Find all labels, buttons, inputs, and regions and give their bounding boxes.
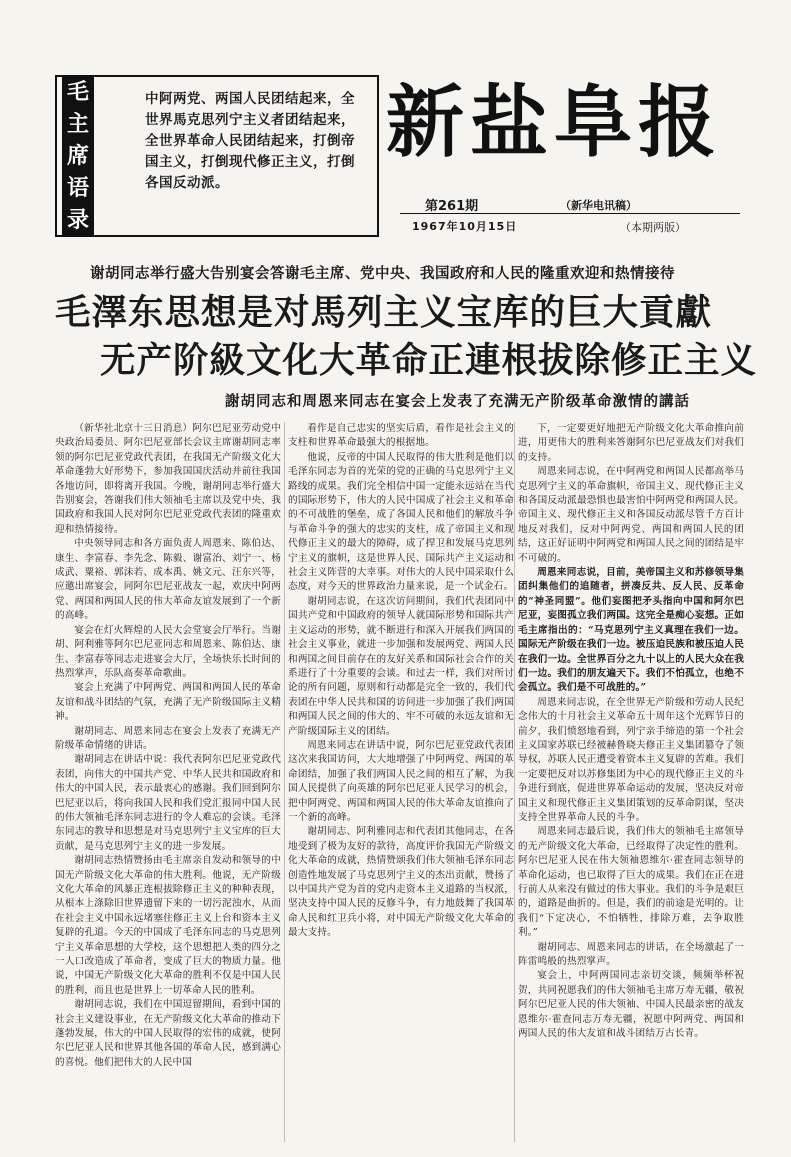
paragraph: 宴会上，中阿两国同志亲切交谈，频频举杯祝贺，共同祝愿我们的伟大领袖毛主席万寿无疆，敬祝阿尔巴尼亚人民的伟大领袖、中国人民最亲密的战友恩维尔·霍查同志万寿无疆，祝愿中阿两党、两国和两国人民的伟大友谊和战斗团结万古长青。	[518, 970, 744, 1040]
newspaper-masthead: 新盐阜报	[386, 78, 723, 168]
chairman-quote-box	[55, 75, 379, 237]
quote-side-char: 毛	[62, 77, 94, 109]
paragraph: 谢胡同志、周恩来同志在宴会上发表了充满无产阶级革命情绪的讲话。	[55, 725, 281, 751]
paragraph: 周恩来同志说，在全世界无产阶级和劳动人民纪念伟大的十月社会主义革命五十周年这个光辉节日的前夕，我们愤怒地看到，列宁亲手缔造的第一个社会主义国家苏联已经被赫鲁晓夫修正主义集团篡夺了领导权，苏联人民正遭受着资本主义复辟的苦难。我们一定要把反对以苏修集团为中心的现代修正主义的斗争进行到底，促进世界革命运动的发展，坚决反对帝国主义和现代修正主义集团策划的反革命阴谋，坚决支持全世界革命人民的斗争。	[518, 696, 744, 823]
article-column-3	[518, 422, 744, 1142]
quote-side-char: 录	[62, 205, 94, 237]
article-column-2	[288, 422, 514, 1142]
column-divider	[514, 422, 515, 1142]
quote-side-char: 语	[62, 173, 94, 205]
paragraph: 周恩来同志说，目前，美帝国主义和苏修领导集团纠集他们的追随者，拼凑反共、反人民、反革命的“神圣同盟”。他们妄图把矛头指向中国和阿尔巴尼亚，妄图孤立我们两国。这完全是痴心妄想。正如毛主席指出的：“马克思列宁主义真理在我们一边。国际无产阶级在我们一边。被压迫民族和被压迫人民在我们一边。全世界百分之九十以上的人民大众在我们一边。我们的朋友遍天下。我们不怕孤立，也绝不会孤立。我们是不可战胜的。”	[518, 567, 744, 694]
quote-side-label	[57, 77, 99, 235]
paragraph: 谢胡同志说，在这次访问期间，我们代表团同中国共产党和中国政府的领导人就国际形势和国际共产主义运动的形势，就不断进行和深入开展我们两国的社会主义事业，就进一步加强和发展两党、两国人民和两国之间目前存在的友好关系和国际社会合作的关系进行了十分重要的会谈。和过去一样，我们对所讨论的所有问题，原则和行动都是完全一致的，我们代表团在中华人民共和国的访问进一步加强了我们两国和两国人民之间的伟大的、牢不可破的永远友谊和无产阶级国际主义的团结。	[288, 595, 514, 737]
article-column-1	[55, 422, 281, 1142]
paragraph: 周恩来同志最后说，我们伟大的领袖毛主席领导的无产阶级文化大革命，已经取得了决定性的胜利。阿尔巴尼亚人民在伟大领袖恩维尔·霍查同志领导的革命化运动，也已取得了巨大的成果。我们在正在进行前人从来没有做过的伟大事业。我们的斗争是艰巨的，道路是曲折的。但是，我们的前途是光明的。让我们“下定决心，不怕牺牲，排除万难，去争取胜利。”	[518, 826, 744, 939]
issue-date: 1967年10月15日	[412, 220, 518, 233]
main-headline-2: 无产阶級文化大革命正連根拔除修正主义	[100, 340, 758, 381]
paragraph: （新华社北京十三日消息）阿尔巴尼亚劳动党中央政治局委员、阿尔巴尼亚部长会议主席谢胡同志率领的阿尔巴尼亚党政代表团，在我国无产阶级文化大革命蓬勃大好形势下，参加我国国庆活动并前往我国各地访问，即将离开我国。今晚，谢胡同志举行盛大告别宴会，答谢我们伟大领袖毛主席以及党中央、我国政府和我国人民对阿尔巴尼亚党政代表团的隆重欢迎和热情接待。	[55, 423, 281, 535]
paragraph: 谢胡同志、周恩来同志的讲话，在全场激起了一阵雷鸣般的热烈掌声。	[518, 941, 744, 968]
issue-number: 第261期	[425, 199, 479, 214]
paragraph: 下，一定要更好地把无产阶级文化大革命推向前进，用更伟大的胜利来答谢阿尔巴尼亚战友们对我们的支持。	[518, 423, 744, 463]
column-divider	[284, 422, 285, 1142]
paragraph: 宴会上充满了中阿两党、两国和两国人民的革命友谊和战斗团结的气氛，充满了无产阶级国际主义精神。	[55, 682, 281, 723]
paragraph: 宴会在灯火辉煌的人民大会堂宴会厅举行。当谢胡、阿利雅等阿尔巴尼亚同志和周恩来、陈伯达、康生、李富春等同志走进宴会大厅，全场快乐长时间的热烈掌声，乐队高奏革命歌曲。	[55, 624, 281, 679]
paragraph: 中央领导同志和各方面负责人周恩来、陈伯达、康生、李富春、李先念、陈毅、谢富治、刘宁一、杨成武、粟裕、郭沫若、成本禹、姚文元、汪东兴等，应邀出席宴会，同阿尔巴尼亚战友一起，欢庆中阿两党、两国和两国人民的伟大革命友谊发展到了一个新的高峰。	[55, 538, 281, 622]
paragraph: 看作是自己忠实的坚实后盾，看作是社会主义的支柱和世界革命最强大的根据地。	[288, 423, 514, 449]
paragraph: 谢胡同志、阿利雅同志和代表团其他同志，在各地受到了极为友好的款待，高度评价我国无产阶级文化大革命的成就，热情赞颂我们伟大领袖毛泽东同志创造性地发展了马克思列宁主义的杰出贡献，赞扬了以中国共产党为首的党内走资本主义道路的当权派，坚决支持中国人民的反修斗争，有力地鼓舞了我国革命人民和红卫兵小将，对中国无产阶级文化大革命的最大支持。	[288, 826, 514, 939]
paragraph: 谢胡同志在讲话中说：我代表阿尔巴尼亚党政代表团，向伟大的中国共产党、中华人民共和国政府和伟大的中国人民，表示最衷心的感谢。我们回到阿尔巴尼亚以后，将向我国人民和我们党汇报同中国人民的伟大领袖毛泽东同志进行的令人难忘的会谈。毛泽东同志的教导和思想是对马克思列宁主义宝库的巨大贡献，是马克思列宁主义的进一步发展。	[55, 754, 281, 852]
kicker-headline: 谢胡同志举行盛大告别宴会答谢毛主席、党中央、我国政府和人民的隆重欢迎和热情接待	[90, 266, 675, 282]
quote-side-char: 席	[62, 141, 94, 173]
issue-pages: （本期两版）	[620, 221, 686, 234]
paragraph: 周恩来同志在讲话中说，阿尔巴尼亚党政代表团这次来我国访问，大大地增强了中阿两党、两国的革命团结，加强了我们两国人民之间的相互了解，为我国人民提供了向英雄的阿尔巴尼亚人民学习的机会，把中阿两党、两国和两国人民的伟大革命友谊推向了一个新的高峰。	[288, 739, 514, 823]
quote-side-char: 主	[62, 109, 94, 141]
sub-headline: 謝胡同志和周恩来同志在宴会上发表了充满无产阶级革命激情的講話	[225, 393, 690, 410]
paragraph: 谢胡同志说，我们在中国逗留期间，看到中国的社会主义建设事业，在无产阶级文化大革命的推动下蓬勃发展，伟大的中国人民取得的宏伟的成就，使阿尔巴尼亚人民和世界其他各国的革命人民，感到满心的喜悦。他们把伟大的人民中国	[55, 999, 281, 1068]
quote-text: 中阿两党、两国人民团结起来，全世界馬克思列宁主义者团结起来，全世界革命人民团结起来，打倒帝国主义，打倒现代修正主义，打倒各国反动派。	[145, 91, 355, 191]
issue-source: （新华电讯稿）	[560, 199, 637, 212]
main-headline-1: 毛澤东思想是对馬列主义宝库的巨大貢獻	[55, 292, 713, 333]
paragraph: 他说，反帝的中国人民取得的伟大胜利是他们以毛泽东同志为首的光荣的党的正确的马克思列宁主义路线的成果。我们完全相信中国一定能永远站在当代的国际形势下，伟大的人民中国成了社会主义和革命的不可战胜的堡垒，成了各国人民和他们的解放斗争与革命斗争的强大的忠实的支柱，成了帝国主义和现代修正主义的最大的障碍，成了捍卫和发展马克思列宁主义的旗帜，这是世界人民、国际共产主义运动和社会主义阵营的大幸事。对伟大的人民中国采取什么态度，对今天的世界政治力量来说，是一个试金石。	[288, 451, 514, 593]
paragraph: 周恩来同志说，在中阿两党和两国人民都高举马克思列宁主义的革命旗帜，帝国主义、现代修正主义和各国反动派最恐惧也最害怕中阿两党和两国人民。帝国主义、现代修正主义和各国反动派尽管千方百计地反对我们，反对中阿两党、两国和两国人民的团结，这正好证明中阿两党和两国人民之间的团结是牢不可破的。	[518, 466, 744, 564]
paragraph: 谢胡同志热情赞扬由毛主席亲自发动和领导的中国无产阶级文化大革命的伟大胜利。他说，无产阶级文化大革命的风暴正连根拔除修正主义的种种表现，从根本上涤除旧世界遗留下来的一切污泥浊水，从而在社会主义中国永远堵塞住修正主义上台和资本主义复辟的孔道。今天的中国成了毛泽东同志的马克思列宁主义革命思想的大学校，这个思想把人类的四分之一人口改造成了革命者，变成了巨大的物质力量。他说，中国无产阶级文化大革命的胜利不仅是中国人民的胜利，而且也是世界上一切革命人民的胜利。	[55, 855, 281, 996]
